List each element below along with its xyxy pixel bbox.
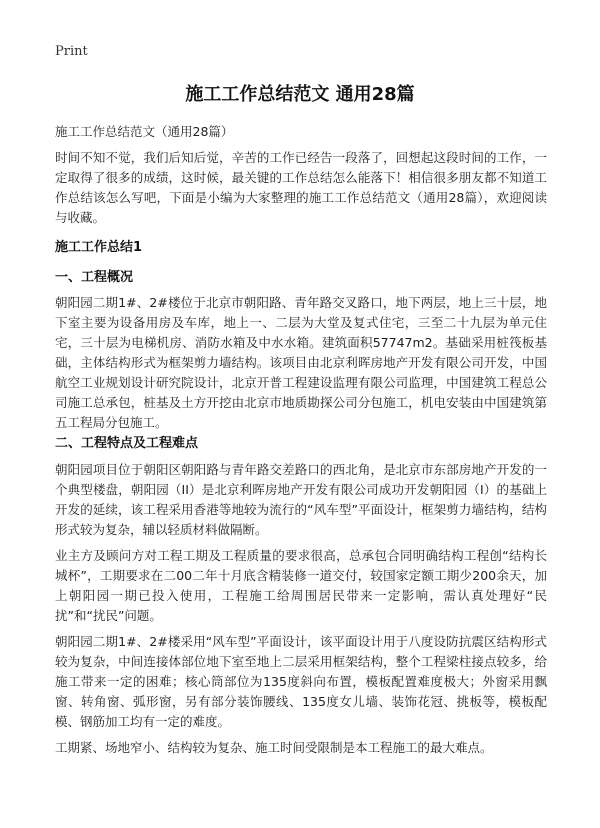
section-title: 施工工作总结1	[55, 240, 143, 255]
paragraph-design-challenges: 朝阳园二期1#、2#楼采用“风车型”平面设计，该平面设计用于八度设防抗震区结构形式较为复杂，中间连接体部位地下室至地上二层采用框架结构，整个工程梁柱接点较多，给施工带来一定的困难；核心筒部位为135度斜向布置，模板配置难度极大；外窗采用飘窗、转角窗、弧形窗，另有部分装饰腰线、135度女儿墙、装饰花冠、挑板等，模板配模、钢筋加工均有一定的难度。	[55, 634, 547, 729]
paragraph-owner-requirements: 业主方及顾问方对工程工期及工程质量的要求很高，总承包合同明确结构工程创“结构长城杯”，工期要求在二00二年十月底含精装修一道交付，较国家定额工期少200余天，加上朝阳园一期已投入使用，工程施工给周围居民带来一定影响，需认真处理好“民扰”和“扰民”问题。	[55, 548, 547, 623]
document-subtitle: 施工工作总结范文（通用28篇）	[55, 124, 234, 139]
heading-project-overview: 一、工程概况	[55, 270, 134, 285]
paragraph-project-location: 朝阳园项目位于朝阳区朝阳路与青年路交差路口的西北角，是北京市东部房地产开发的一个典型楼盘，朝阳园（II）是北京利晖房地产开发有限公司成功开发朝阳园（I）的基础上开发的延续，该工程采用香港等地较为流行的“风车型”平面设计，框架剪力墙结构，结构形式较为复杂，辅以轻质材料做隔断。	[55, 462, 547, 537]
paragraph-main-difficulty: 工期紧、场地窄小、结构较为复杂、施工时间受限制是本工程施工的最大难点。	[55, 740, 493, 755]
paragraph-project-overview: 朝阳园二期1#、2#楼位于北京市朝阳路、青年路交叉路口，地下两层，地上三十层，地下室主要为设备用房及车库，地上一、二层为大堂及复式住宅，三至二十九层为单元住宅，三十层为电梯机房、消防水箱及中水水箱。建筑面积57747m2。基础采用桩筏板基础，主体结构形式为框架剪力墙结构。该项目由北京利晖房地产开发有限公司开发，中国航空工业规划设计研究院设计，北京开普工程建设监理有限公司监理，中国建筑工程总公司施工总承包，桩基及土方开挖由北京市地质勘探公司分包施工，机电安装由中国建筑第五工程局分包施工。	[55, 295, 547, 430]
print-label[interactable]: Print	[55, 44, 88, 59]
intro-paragraph: 时间不知不觉，我们后知后觉，辛苦的工作已经告一段落了，回想起这段时间的工作，一定取得了很多的成绩，这时候，最关键的工作总结怎么能落下！相信很多朋友都不知道工作总结该怎么写吧，下面是小编为大家整理的施工工作总结范文（通用28篇），欢迎阅读与收藏。	[55, 150, 547, 225]
heading-features-difficulties: 二、工程特点及工程难点	[55, 436, 199, 451]
document-title: 施工工作总结范文 通用28篇	[185, 84, 415, 105]
